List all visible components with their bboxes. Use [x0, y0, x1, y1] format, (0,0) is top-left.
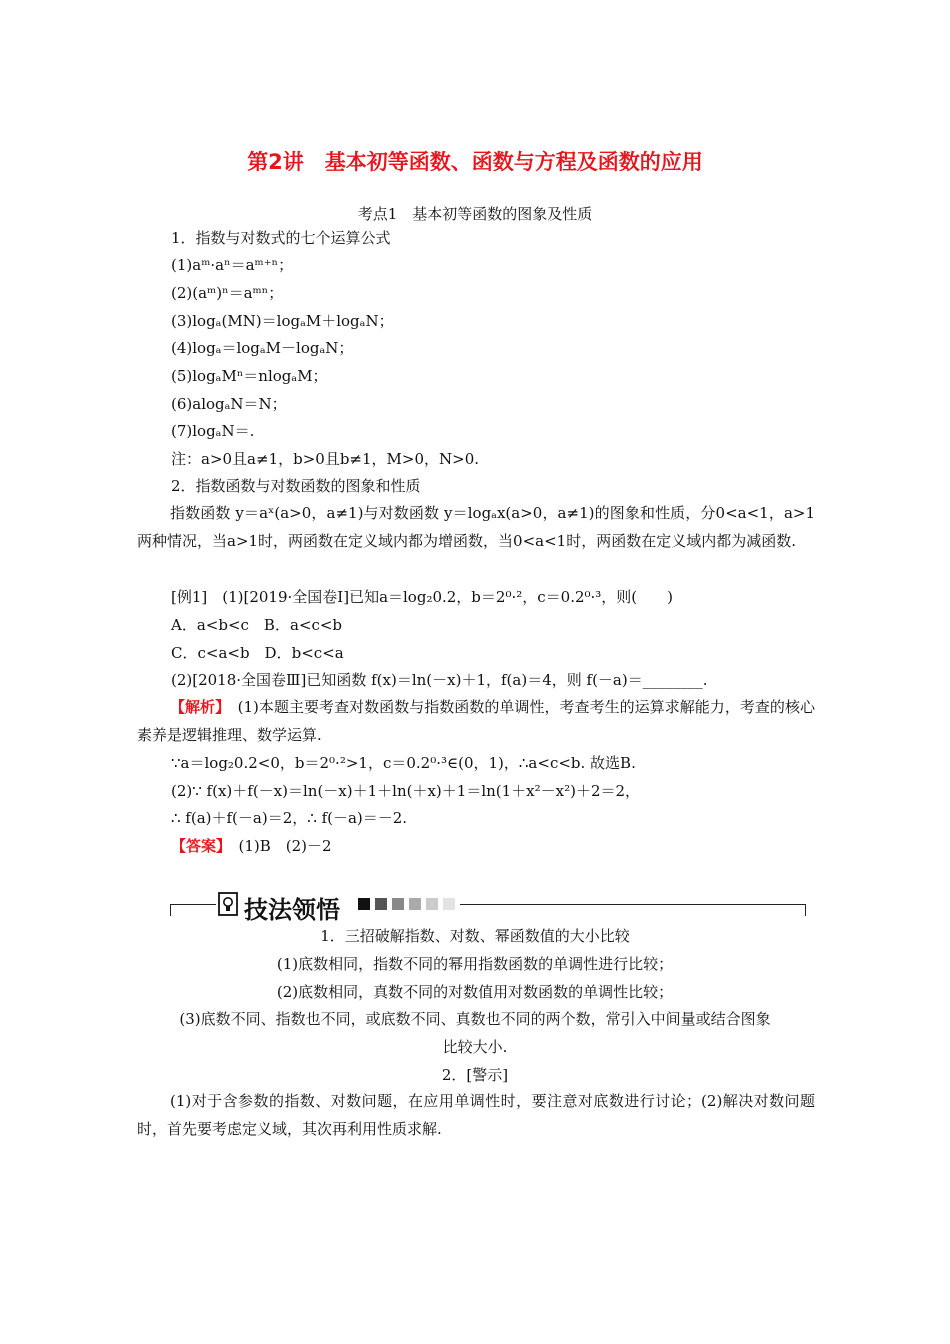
conditions-note: 注：a>0且a≠1，b>0且b≠1，M>0，N>0.	[171, 450, 480, 468]
analysis-tag: 【解析】	[170, 698, 223, 716]
answer-text: (1)B (2)－2	[223, 837, 332, 855]
banner-hook-left	[170, 904, 171, 916]
formula-3: (3)logₐ(MN)＝logₐM＋logₐN；	[171, 312, 394, 330]
tips-heading: 1．三招破解指数、对数、幂函数值的大小比较	[320, 927, 630, 945]
tip-3-continued: 比较大小.	[442, 1038, 508, 1056]
banner-square-5	[426, 898, 438, 910]
example-options-ab: A．a<b<c B．a<c<b	[171, 616, 343, 634]
formula-1: (1)aᵐ·aⁿ＝aᵐ⁺ⁿ；	[171, 256, 294, 274]
banner-square-3	[392, 898, 404, 910]
solution-line-1: ∵a＝log₂0.2<0，b＝2⁰·²>1，c＝0.2⁰·³∈(0，1)，∴a<c<b. 故选B.	[171, 754, 636, 772]
part2-body: 指数函数 y＝aˣ(a>0，a≠1)与对数函数 y＝logₐx(a>0，a≠1)的图象和性质，分0<a<1，a>1两种情况，当a>1时，两函数在定义域内都为增函数，当0<a<1时，两函数在定义域内都为减函数.	[137, 504, 815, 550]
tip-1: (1)底数相同，指数不同的幂用指数函数的单调性进行比较；	[276, 955, 674, 973]
answer-line	[171, 836, 332, 856]
banner-label: 技法领悟	[244, 896, 340, 924]
banner-rule-right	[460, 904, 806, 905]
analysis-paragraph	[137, 694, 815, 749]
banner-square-1	[358, 898, 370, 910]
part2-heading: 2．指数函数与对数函数的图象和性质	[171, 477, 421, 495]
banner-square-4	[409, 898, 421, 910]
example-question-1: [例1] (1)[2019·全国卷Ⅰ]已知a＝log₂0.2，b＝2⁰·²，c＝0.2⁰·³，则( )	[171, 588, 674, 606]
tip-3: (3)底数不同、指数也不同，或底数不同、真数也不同的两个数，常引入中间量或结合图象	[179, 1010, 771, 1028]
answer-tag: 【答案】	[171, 837, 224, 855]
example-question-2: (2)[2018·全国卷Ⅲ]已知函数 f(x)＝ln(－x)＋1，f(a)＝4，则 f(－a)＝________.	[171, 671, 708, 689]
tip-2: (2)底数相同，真数不同的对数值用对数函数的单调性比较；	[276, 983, 674, 1001]
lightbulb-icon	[218, 892, 238, 916]
part1-heading: 1．指数与对数式的七个运算公式	[171, 229, 391, 247]
solution-line-2: (2)∵ f(x)＋f(－x)＝ln(－x)＋1＋ln(＋x)＋1＝ln(1＋x²－x²)＋2＝2，	[171, 782, 641, 800]
formula-4: (4)logₐ＝logₐM－logₐN；	[171, 339, 354, 357]
formula-5: (5)logₐMⁿ＝nlogₐM；	[171, 367, 328, 385]
technique-banner	[170, 888, 806, 924]
formula-2: (2)(aᵐ)ⁿ＝aᵐⁿ；	[171, 284, 284, 302]
analysis-text: (1)本题主要考查对数函数与指数函数的单调性，考查考生的运算求解能力，考查的核心素养是逻辑推理、数学运算.	[137, 698, 815, 744]
example-options-cd: C．c<a<b D．b<c<a	[171, 644, 344, 662]
page-title: 第2讲 基本初等函数、函数与方程及函数的应用	[247, 150, 703, 174]
banner-rule-left	[170, 904, 216, 905]
solution-line-3: ∴ f(a)＋f(－a)＝2，∴ f(－a)＝－2.	[171, 809, 408, 827]
section-heading: 考点1 基本初等函数的图象及性质	[357, 205, 593, 223]
formula-7: (7)logₐN＝.	[171, 422, 255, 440]
banner-square-2	[375, 898, 387, 910]
formula-6: (6)alogₐN＝N；	[171, 395, 287, 413]
banner-square-6	[443, 898, 455, 910]
warning-body: (1)对于含参数的指数、对数问题，在应用单调性时，要注意对底数进行讨论；(2)解决对数问题时，首先要考虑定义域，其次再利用性质求解.	[137, 1092, 815, 1138]
banner-hook-right	[805, 904, 806, 916]
warning-heading: 2．[警示]	[441, 1066, 509, 1084]
